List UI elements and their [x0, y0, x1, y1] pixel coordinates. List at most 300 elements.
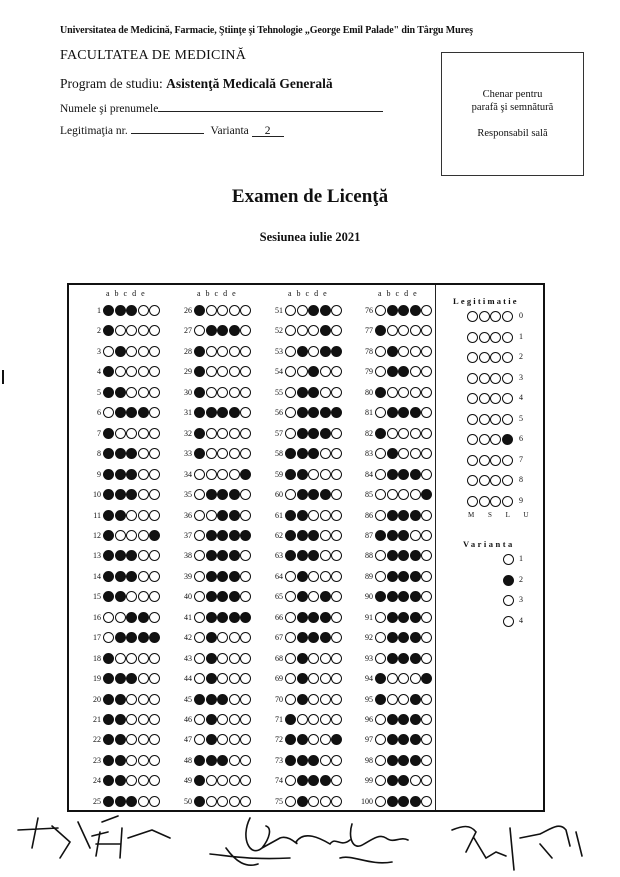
answer-bubble-a[interactable] — [103, 673, 114, 684]
answer-bubble-a[interactable] — [194, 448, 205, 459]
answer-bubble-e[interactable] — [331, 550, 342, 561]
answer-bubble-b[interactable] — [206, 653, 217, 664]
legitimatie-bubble[interactable] — [502, 475, 513, 486]
answer-bubble-c[interactable] — [308, 694, 319, 705]
answer-bubble-b[interactable] — [115, 632, 126, 643]
answer-bubble-c[interactable] — [398, 387, 409, 398]
answer-bubble-a[interactable] — [285, 510, 296, 521]
answer-bubble-b[interactable] — [297, 448, 308, 459]
answer-bubble-c[interactable] — [308, 734, 319, 745]
answer-bubble-e[interactable] — [421, 694, 432, 705]
answer-bubble-a[interactable] — [194, 612, 205, 623]
answer-bubble-c[interactable] — [308, 469, 319, 480]
answer-bubble-a[interactable] — [375, 346, 386, 357]
answer-bubble-a[interactable] — [285, 673, 296, 684]
answer-bubble-d[interactable] — [410, 775, 421, 786]
answer-bubble-c[interactable] — [308, 673, 319, 684]
answer-bubble-c[interactable] — [308, 428, 319, 439]
legitimatie-bubble[interactable] — [479, 373, 490, 384]
answer-bubble-d[interactable] — [320, 755, 331, 766]
answer-bubble-d[interactable] — [410, 673, 421, 684]
answer-bubble-b[interactable] — [297, 407, 308, 418]
answer-bubble-d[interactable] — [229, 550, 240, 561]
answer-bubble-a[interactable] — [194, 428, 205, 439]
answer-bubble-a[interactable] — [375, 653, 386, 664]
answer-bubble-c[interactable] — [398, 755, 409, 766]
answer-bubble-c[interactable] — [398, 775, 409, 786]
answer-bubble-b[interactable] — [206, 694, 217, 705]
legitimatie-bubble[interactable] — [467, 414, 478, 425]
answer-bubble-d[interactable] — [410, 489, 421, 500]
answer-bubble-d[interactable] — [229, 489, 240, 500]
answer-bubble-c[interactable] — [398, 489, 409, 500]
answer-bubble-b[interactable] — [297, 734, 308, 745]
answer-bubble-d[interactable] — [320, 510, 331, 521]
answer-bubble-d[interactable] — [320, 694, 331, 705]
answer-bubble-d[interactable] — [320, 734, 331, 745]
legitimatie-bubble[interactable] — [479, 352, 490, 363]
answer-bubble-d[interactable] — [138, 489, 149, 500]
answer-bubble-e[interactable] — [331, 796, 342, 807]
answer-bubble-c[interactable] — [126, 366, 137, 377]
varianta-bubble[interactable] — [503, 575, 514, 586]
answer-bubble-c[interactable] — [308, 325, 319, 336]
answer-bubble-a[interactable] — [103, 510, 114, 521]
answer-bubble-b[interactable] — [297, 469, 308, 480]
answer-bubble-d[interactable] — [138, 510, 149, 521]
answer-bubble-c[interactable] — [217, 469, 228, 480]
answer-bubble-b[interactable] — [387, 612, 398, 623]
legitimatie-bubble[interactable] — [490, 311, 501, 322]
answer-bubble-a[interactable] — [375, 325, 386, 336]
answer-bubble-e[interactable] — [149, 489, 160, 500]
legitimatie-bubble[interactable] — [467, 373, 478, 384]
answer-bubble-a[interactable] — [103, 550, 114, 561]
answer-bubble-e[interactable] — [149, 775, 160, 786]
legitimatie-bubble[interactable] — [490, 475, 501, 486]
answer-bubble-c[interactable] — [398, 612, 409, 623]
answer-bubble-c[interactable] — [126, 325, 137, 336]
answer-bubble-d[interactable] — [229, 694, 240, 705]
answer-bubble-c[interactable] — [126, 653, 137, 664]
answer-bubble-b[interactable] — [387, 796, 398, 807]
answer-bubble-c[interactable] — [126, 489, 137, 500]
answer-bubble-b[interactable] — [206, 428, 217, 439]
answer-bubble-b[interactable] — [387, 407, 398, 418]
answer-bubble-c[interactable] — [308, 612, 319, 623]
legitimatie-bubble[interactable] — [467, 475, 478, 486]
answer-bubble-d[interactable] — [229, 469, 240, 480]
answer-bubble-d[interactable] — [320, 469, 331, 480]
answer-bubble-b[interactable] — [115, 612, 126, 623]
answer-bubble-e[interactable] — [149, 428, 160, 439]
answer-bubble-b[interactable] — [115, 469, 126, 480]
answer-bubble-b[interactable] — [115, 428, 126, 439]
answer-bubble-e[interactable] — [331, 775, 342, 786]
answer-bubble-b[interactable] — [297, 489, 308, 500]
answer-bubble-e[interactable] — [240, 510, 251, 521]
answer-bubble-a[interactable] — [375, 796, 386, 807]
legitimatie-bubble[interactable] — [479, 434, 490, 445]
answer-bubble-b[interactable] — [297, 325, 308, 336]
legitimatie-bubble[interactable] — [490, 373, 501, 384]
answer-bubble-e[interactable] — [421, 612, 432, 623]
answer-bubble-e[interactable] — [421, 346, 432, 357]
legitimatie-bubble[interactable] — [490, 455, 501, 466]
answer-bubble-a[interactable] — [285, 714, 296, 725]
legitimatie-bubble[interactable] — [502, 393, 513, 404]
answer-bubble-c[interactable] — [398, 469, 409, 480]
answer-bubble-c[interactable] — [126, 694, 137, 705]
answer-bubble-b[interactable] — [297, 612, 308, 623]
legitimatie-bubble[interactable] — [467, 434, 478, 445]
answer-bubble-a[interactable] — [194, 653, 205, 664]
answer-bubble-c[interactable] — [308, 510, 319, 521]
answer-bubble-b[interactable] — [206, 612, 217, 623]
legitimatie-bubble[interactable] — [502, 373, 513, 384]
answer-bubble-e[interactable] — [331, 510, 342, 521]
answer-bubble-b[interactable] — [387, 428, 398, 439]
answer-bubble-b[interactable] — [206, 591, 217, 602]
answer-bubble-d[interactable] — [320, 632, 331, 643]
answer-bubble-c[interactable] — [217, 591, 228, 602]
answer-bubble-d[interactable] — [410, 407, 421, 418]
answer-bubble-c[interactable] — [126, 305, 137, 316]
answer-bubble-e[interactable] — [421, 632, 432, 643]
answer-bubble-c[interactable] — [126, 448, 137, 459]
answer-bubble-b[interactable] — [115, 755, 126, 766]
answer-bubble-a[interactable] — [375, 305, 386, 316]
answer-bubble-b[interactable] — [115, 510, 126, 521]
answer-bubble-c[interactable] — [308, 448, 319, 459]
answer-bubble-d[interactable] — [229, 407, 240, 418]
answer-bubble-a[interactable] — [285, 632, 296, 643]
answer-bubble-c[interactable] — [398, 571, 409, 582]
answer-bubble-e[interactable] — [240, 612, 251, 623]
answer-bubble-d[interactable] — [320, 796, 331, 807]
legitimatie-bubble[interactable] — [479, 475, 490, 486]
answer-bubble-a[interactable] — [194, 714, 205, 725]
answer-bubble-b[interactable] — [206, 571, 217, 582]
answer-bubble-c[interactable] — [217, 632, 228, 643]
answer-bubble-d[interactable] — [410, 530, 421, 541]
answer-bubble-d[interactable] — [138, 469, 149, 480]
answer-bubble-a[interactable] — [194, 571, 205, 582]
answer-bubble-d[interactable] — [138, 530, 149, 541]
answer-bubble-d[interactable] — [320, 346, 331, 357]
answer-bubble-c[interactable] — [217, 612, 228, 623]
answer-bubble-b[interactable] — [206, 673, 217, 684]
answer-bubble-a[interactable] — [375, 407, 386, 418]
answer-bubble-c[interactable] — [398, 653, 409, 664]
answer-bubble-d[interactable] — [320, 366, 331, 377]
answer-bubble-c[interactable] — [217, 428, 228, 439]
answer-bubble-e[interactable] — [149, 734, 160, 745]
answer-bubble-b[interactable] — [297, 366, 308, 377]
answer-bubble-d[interactable] — [229, 428, 240, 439]
answer-bubble-a[interactable] — [375, 448, 386, 459]
answer-bubble-e[interactable] — [149, 612, 160, 623]
answer-bubble-e[interactable] — [149, 325, 160, 336]
answer-bubble-c[interactable] — [126, 469, 137, 480]
answer-bubble-a[interactable] — [194, 407, 205, 418]
answer-bubble-a[interactable] — [103, 775, 114, 786]
answer-bubble-b[interactable] — [115, 346, 126, 357]
legitimatie-bubble[interactable] — [479, 393, 490, 404]
answer-bubble-d[interactable] — [410, 325, 421, 336]
answer-bubble-c[interactable] — [217, 305, 228, 316]
answer-bubble-d[interactable] — [320, 489, 331, 500]
answer-bubble-b[interactable] — [115, 489, 126, 500]
answer-bubble-b[interactable] — [387, 366, 398, 377]
answer-bubble-b[interactable] — [115, 550, 126, 561]
answer-bubble-e[interactable] — [421, 755, 432, 766]
answer-bubble-b[interactable] — [387, 489, 398, 500]
answer-bubble-c[interactable] — [217, 346, 228, 357]
answer-bubble-a[interactable] — [375, 366, 386, 377]
answer-bubble-d[interactable] — [410, 387, 421, 398]
answer-bubble-c[interactable] — [398, 407, 409, 418]
answer-bubble-c[interactable] — [308, 714, 319, 725]
answer-bubble-c[interactable] — [308, 796, 319, 807]
answer-bubble-c[interactable] — [126, 346, 137, 357]
answer-bubble-a[interactable] — [103, 469, 114, 480]
answer-bubble-c[interactable] — [308, 591, 319, 602]
answer-bubble-c[interactable] — [217, 489, 228, 500]
answer-bubble-b[interactable] — [297, 571, 308, 582]
legitimatie-bubble[interactable] — [490, 393, 501, 404]
answer-bubble-b[interactable] — [297, 714, 308, 725]
answer-bubble-e[interactable] — [421, 550, 432, 561]
answer-bubble-c[interactable] — [398, 694, 409, 705]
answer-bubble-b[interactable] — [115, 714, 126, 725]
answer-bubble-e[interactable] — [331, 346, 342, 357]
answer-bubble-b[interactable] — [387, 734, 398, 745]
answer-bubble-c[interactable] — [398, 428, 409, 439]
answer-bubble-d[interactable] — [138, 612, 149, 623]
variant-field[interactable]: 2 — [252, 125, 284, 137]
name-field[interactable] — [158, 100, 383, 112]
answer-bubble-a[interactable] — [285, 530, 296, 541]
answer-bubble-e[interactable] — [240, 305, 251, 316]
answer-bubble-a[interactable] — [375, 530, 386, 541]
answer-bubble-a[interactable] — [375, 510, 386, 521]
legitimatie-bubble[interactable] — [502, 332, 513, 343]
answer-bubble-d[interactable] — [410, 714, 421, 725]
answer-bubble-b[interactable] — [387, 591, 398, 602]
answer-bubble-b[interactable] — [387, 530, 398, 541]
answer-bubble-d[interactable] — [410, 346, 421, 357]
answer-bubble-a[interactable] — [194, 775, 205, 786]
answer-bubble-a[interactable] — [194, 346, 205, 357]
answer-bubble-e[interactable] — [240, 591, 251, 602]
answer-bubble-a[interactable] — [103, 366, 114, 377]
answer-bubble-e[interactable] — [421, 530, 432, 541]
answer-bubble-d[interactable] — [138, 387, 149, 398]
answer-bubble-e[interactable] — [421, 714, 432, 725]
answer-bubble-e[interactable] — [331, 366, 342, 377]
legitimatie-bubble[interactable] — [467, 332, 478, 343]
answer-bubble-a[interactable] — [103, 591, 114, 602]
answer-bubble-c[interactable] — [398, 734, 409, 745]
answer-bubble-e[interactable] — [149, 796, 160, 807]
answer-bubble-b[interactable] — [297, 796, 308, 807]
answer-bubble-e[interactable] — [240, 366, 251, 377]
answer-bubble-b[interactable] — [387, 571, 398, 582]
answer-bubble-e[interactable] — [331, 673, 342, 684]
answer-bubble-a[interactable] — [103, 571, 114, 582]
answer-bubble-d[interactable] — [320, 448, 331, 459]
answer-bubble-e[interactable] — [331, 571, 342, 582]
answer-bubble-b[interactable] — [297, 694, 308, 705]
answer-bubble-a[interactable] — [103, 305, 114, 316]
answer-bubble-d[interactable] — [410, 305, 421, 316]
answer-bubble-d[interactable] — [229, 734, 240, 745]
answer-bubble-e[interactable] — [240, 530, 251, 541]
answer-bubble-d[interactable] — [229, 591, 240, 602]
answer-bubble-c[interactable] — [398, 325, 409, 336]
answer-bubble-c[interactable] — [398, 714, 409, 725]
answer-bubble-c[interactable] — [126, 530, 137, 541]
answer-bubble-d[interactable] — [138, 305, 149, 316]
answer-bubble-d[interactable] — [138, 407, 149, 418]
answer-bubble-b[interactable] — [297, 530, 308, 541]
answer-bubble-c[interactable] — [126, 612, 137, 623]
answer-bubble-a[interactable] — [103, 428, 114, 439]
answer-bubble-e[interactable] — [421, 428, 432, 439]
answer-bubble-a[interactable] — [285, 305, 296, 316]
answer-bubble-c[interactable] — [126, 632, 137, 643]
answer-bubble-d[interactable] — [410, 550, 421, 561]
answer-bubble-c[interactable] — [398, 346, 409, 357]
answer-bubble-b[interactable] — [115, 796, 126, 807]
answer-bubble-c[interactable] — [126, 796, 137, 807]
answer-bubble-a[interactable] — [194, 510, 205, 521]
answer-bubble-e[interactable] — [331, 407, 342, 418]
answer-bubble-a[interactable] — [375, 673, 386, 684]
answer-bubble-e[interactable] — [421, 469, 432, 480]
legitimatie-bubble[interactable] — [502, 455, 513, 466]
answer-bubble-b[interactable] — [206, 550, 217, 561]
answer-bubble-c[interactable] — [308, 571, 319, 582]
answer-bubble-e[interactable] — [331, 632, 342, 643]
answer-bubble-c[interactable] — [126, 734, 137, 745]
legitimatie-bubble[interactable] — [490, 496, 501, 507]
answer-bubble-c[interactable] — [217, 325, 228, 336]
answer-bubble-b[interactable] — [297, 673, 308, 684]
answer-bubble-d[interactable] — [410, 612, 421, 623]
answer-bubble-a[interactable] — [375, 428, 386, 439]
answer-bubble-e[interactable] — [331, 448, 342, 459]
answer-bubble-e[interactable] — [149, 305, 160, 316]
answer-bubble-c[interactable] — [308, 530, 319, 541]
answer-bubble-d[interactable] — [410, 428, 421, 439]
answer-bubble-e[interactable] — [149, 673, 160, 684]
answer-bubble-a[interactable] — [285, 653, 296, 664]
answer-bubble-b[interactable] — [115, 325, 126, 336]
answer-bubble-d[interactable] — [229, 530, 240, 541]
answer-bubble-e[interactable] — [240, 632, 251, 643]
answer-bubble-b[interactable] — [387, 694, 398, 705]
answer-bubble-d[interactable] — [229, 387, 240, 398]
answer-bubble-d[interactable] — [138, 346, 149, 357]
answer-bubble-a[interactable] — [194, 673, 205, 684]
answer-bubble-a[interactable] — [103, 489, 114, 500]
answer-bubble-b[interactable] — [206, 469, 217, 480]
answer-bubble-d[interactable] — [138, 653, 149, 664]
answer-bubble-d[interactable] — [138, 448, 149, 459]
answer-bubble-c[interactable] — [308, 755, 319, 766]
answer-bubble-d[interactable] — [229, 571, 240, 582]
answer-bubble-a[interactable] — [375, 612, 386, 623]
answer-bubble-c[interactable] — [217, 407, 228, 418]
legitimatie-bubble[interactable] — [502, 414, 513, 425]
answer-bubble-b[interactable] — [387, 755, 398, 766]
answer-bubble-e[interactable] — [331, 428, 342, 439]
answer-bubble-d[interactable] — [320, 305, 331, 316]
legitimatie-bubble[interactable] — [479, 496, 490, 507]
answer-bubble-b[interactable] — [206, 796, 217, 807]
answer-bubble-a[interactable] — [103, 694, 114, 705]
answer-bubble-b[interactable] — [387, 325, 398, 336]
answer-bubble-b[interactable] — [206, 714, 217, 725]
answer-bubble-c[interactable] — [308, 550, 319, 561]
answer-bubble-d[interactable] — [229, 714, 240, 725]
answer-bubble-e[interactable] — [149, 755, 160, 766]
legitimatie-bubble[interactable] — [479, 311, 490, 322]
answer-bubble-b[interactable] — [387, 632, 398, 643]
answer-bubble-c[interactable] — [398, 550, 409, 561]
answer-bubble-a[interactable] — [194, 550, 205, 561]
answer-bubble-c[interactable] — [308, 632, 319, 643]
answer-bubble-c[interactable] — [217, 755, 228, 766]
answer-bubble-a[interactable] — [194, 530, 205, 541]
answer-bubble-d[interactable] — [320, 653, 331, 664]
answer-bubble-d[interactable] — [410, 734, 421, 745]
answer-bubble-e[interactable] — [421, 775, 432, 786]
legitimatie-bubble[interactable] — [467, 393, 478, 404]
answer-bubble-b[interactable] — [387, 469, 398, 480]
answer-bubble-b[interactable] — [387, 305, 398, 316]
answer-bubble-e[interactable] — [331, 714, 342, 725]
answer-bubble-b[interactable] — [206, 407, 217, 418]
answer-bubble-e[interactable] — [421, 387, 432, 398]
answer-bubble-e[interactable] — [331, 325, 342, 336]
answer-bubble-b[interactable] — [206, 632, 217, 643]
answer-bubble-c[interactable] — [398, 591, 409, 602]
answer-bubble-c[interactable] — [217, 775, 228, 786]
answer-bubble-a[interactable] — [375, 755, 386, 766]
answer-bubble-d[interactable] — [138, 734, 149, 745]
answer-bubble-a[interactable] — [103, 387, 114, 398]
id-field[interactable] — [131, 122, 204, 134]
answer-bubble-c[interactable] — [217, 448, 228, 459]
answer-bubble-b[interactable] — [206, 755, 217, 766]
answer-bubble-a[interactable] — [375, 694, 386, 705]
answer-bubble-d[interactable] — [229, 755, 240, 766]
answer-bubble-a[interactable] — [375, 632, 386, 643]
legitimatie-bubble[interactable] — [490, 414, 501, 425]
answer-bubble-b[interactable] — [297, 510, 308, 521]
answer-bubble-c[interactable] — [126, 428, 137, 439]
answer-bubble-c[interactable] — [217, 387, 228, 398]
answer-bubble-a[interactable] — [194, 755, 205, 766]
answer-bubble-c[interactable] — [217, 571, 228, 582]
answer-bubble-b[interactable] — [206, 325, 217, 336]
answer-bubble-a[interactable] — [194, 489, 205, 500]
answer-bubble-e[interactable] — [421, 510, 432, 521]
varianta-bubble[interactable] — [503, 595, 514, 606]
